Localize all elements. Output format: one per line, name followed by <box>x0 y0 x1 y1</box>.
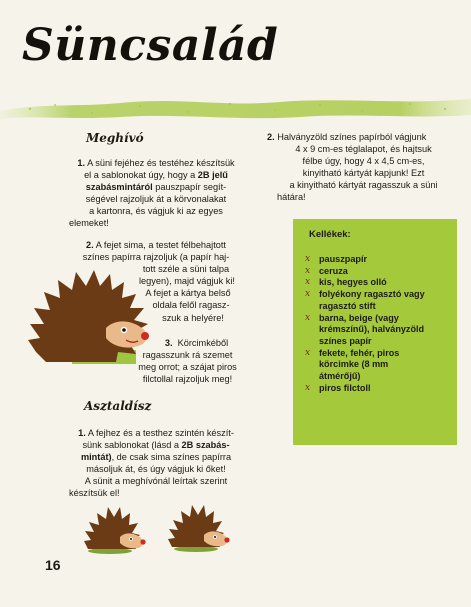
step-text-line: A sünit a meghívónál leírtak szerint <box>84 476 228 487</box>
small-hedgehog-illustration <box>166 499 232 553</box>
page-number: 16 <box>45 557 61 573</box>
step-text-line: filctollal rajzoljuk meg! <box>142 374 233 385</box>
list-marker: x <box>305 347 311 358</box>
hedgehog-card-illustration <box>26 268 154 370</box>
step-text-line: ragasszunk rá szemet <box>142 350 233 361</box>
step-text-line: A fejhez és a testhez szintén készít- <box>87 428 234 438</box>
step-number: 1. <box>77 158 86 168</box>
list-item: x ceruza <box>305 265 348 276</box>
step-text-line: A süni fejéhez és testéhez készítsük <box>87 158 235 168</box>
step-text-line: a kartonra, és vágjuk ki az egyes <box>89 206 223 217</box>
kellekek-list <box>305 254 439 394</box>
right-step-2 <box>267 131 460 204</box>
step-text-line: szuk a helyére! <box>162 312 224 323</box>
step-text-line: kinyitható kártyát kapjunk! Ezt <box>302 168 425 179</box>
list-marker: x <box>305 277 311 288</box>
section-heading-meghivo: Meghívó <box>86 131 144 145</box>
list-marker: x <box>305 265 311 276</box>
step-number: 2. <box>86 240 94 250</box>
step-text-line: másoljuk át, és úgy vágjuk ki őket! <box>86 464 226 475</box>
step-text-line: félbe úgy, hogy 4 x 4,5 cm-es, <box>302 156 425 167</box>
section-heading-asztaldisz: Asztaldísz <box>84 399 152 413</box>
step-text-line: meg orrot; a szájat piros <box>138 362 237 373</box>
step-text-line: színes papírra rajzoljuk (a papír haj- <box>82 252 230 263</box>
step-text-line: elemeket! <box>69 218 109 229</box>
step-text-line: a kinyitható kártyát ragasszuk a süni <box>289 180 438 191</box>
kellekek-title: Kellékek: <box>309 229 351 240</box>
page-title: Süncsalád <box>22 20 279 71</box>
kellekek-box <box>293 219 457 445</box>
step-text-line: ségével rajzoljuk át a körvonalakat <box>85 194 227 205</box>
step-text-line: 4 x 9 cm-es téglalapot, és hajtsuk <box>295 144 432 155</box>
step-text-line: tott széle a süni talpa <box>142 264 230 275</box>
list-item: x barna, beige (vagy krémszínű), halványzöld színes papír <box>305 312 425 346</box>
list-marker: x <box>305 254 311 264</box>
list-item: x pauszpapír <box>305 254 368 264</box>
list-marker: x <box>305 289 311 300</box>
step-text-line: Halványzöld színes papírból vágjunk <box>277 132 427 142</box>
list-marker: x <box>305 312 311 323</box>
step-text-line: A fejet sima, a testet félbehajtott <box>95 240 226 250</box>
step-text-line: A fejet a kártya belső <box>145 288 231 299</box>
list-item: x kis, hegyes olló <box>305 277 387 288</box>
list-item: x fekete, fehér, piros körcimke (8 mm átmérőjű) <box>305 347 400 382</box>
step-number: 1. <box>78 428 86 438</box>
step-text-line: oldala felől ragasz- <box>152 300 230 311</box>
small-hedgehog-illustration <box>82 503 148 555</box>
decorative-green-band <box>0 93 471 123</box>
list-item: x folyékony ragasztó vagy ragasztó stift <box>305 289 425 311</box>
step-number: 2. <box>267 132 275 142</box>
step-text-line: hátára! <box>277 192 306 203</box>
asztaldisz-step-1: 1. A fejhez és a testhez szintén készít- sünk sablonokat (lásd a 2B szabás- mintát), de csak sima színes papírra másoljuk át, és úgy vágjuk ki őket! A sünit a meghívónál leírtak szerint készítsük el! <box>67 427 245 500</box>
step-text-line: készítsük el! <box>69 488 120 499</box>
list-item: x piros filctoll <box>305 382 371 393</box>
step-text-line: legyen), majd vágjuk ki! <box>138 276 235 287</box>
meghivo-step-1: 1. A süni fejéhez és testéhez készítsük el a sablonokat úgy, hogy a 2B jelű szabásmintáról pauszpapír segít- ségével rajzoljuk át a körvonalakat a kartonra, és vágjuk ki az egyes elemeket! <box>67 157 245 230</box>
step-number: 3. <box>164 338 173 348</box>
step-text-line: Körcimkéből <box>177 338 229 348</box>
list-marker: x <box>305 382 311 393</box>
